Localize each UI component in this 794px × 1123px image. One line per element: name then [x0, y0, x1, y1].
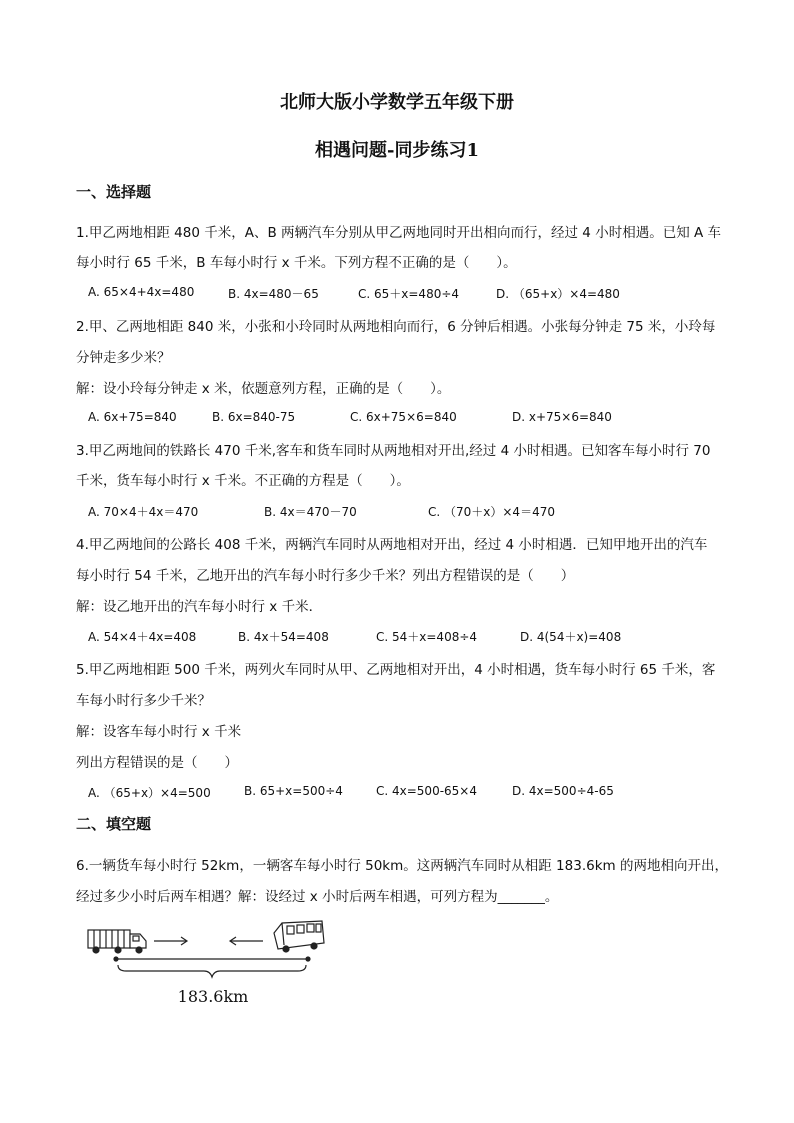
section-heading-choice: 一、选择题 — [76, 183, 152, 201]
question-4-line-3: 解：设乙地开出的汽车每小时行 x 千米． — [76, 599, 323, 615]
question-5-option-d: D. 4x=500÷4-65 — [512, 784, 614, 798]
question-5-line-4: 列出方程错误的是（ ） — [76, 755, 238, 771]
question-2-option-b: B. 6x=840-75 — [212, 410, 296, 424]
question-5-line-2: 车每小时行多少千米？ — [76, 693, 211, 709]
question-4-option-b: B. 4x＋54=408 — [238, 630, 329, 644]
question-4-option-c: C. 54＋x=408÷4 — [376, 630, 478, 644]
question-2-line-3: 解：设小玲每分钟走 x 米，依题意列方程，正确的是（ ）。 — [76, 381, 451, 397]
question-3-option-c: C. （70＋x）×4＝470 — [428, 505, 555, 519]
question-3-option-b: B. 4x＝470－70 — [264, 505, 357, 519]
question-4-option-d: D. 4(54＋x)=408 — [520, 630, 622, 644]
bus-icon — [274, 921, 324, 952]
question-2-option-c: C. 6x+75×6=840 — [350, 410, 457, 424]
distance-segment — [114, 957, 310, 961]
question-3-options — [88, 503, 728, 521]
question-6-line-1: 6.一辆货车每小时行 52km，一辆客车每小时行 50km。这两辆汽车同时从相距 183.6km 的两地相向开出， — [76, 858, 728, 874]
question-5-line-3: 解：设客车每小时行 x 千米 — [76, 724, 242, 740]
question-2-options — [88, 410, 728, 428]
question-1-option-d: D. （65+x）×4=480 — [496, 287, 620, 301]
meeting-problem-figure — [86, 915, 336, 1015]
arrow-left-icon — [230, 937, 263, 945]
question-6-line-2: 经过多少小时后两车相遇？解：设经过 x 小时后两车相遇，可列方程为_______。 — [76, 889, 559, 905]
section-heading-fill: 二、填空题 — [76, 815, 152, 833]
question-1-line-2: 每小时行 65 千米，B 车每小时行 x 千米。下列方程不正确的是（ ）。 — [76, 255, 517, 271]
question-4-options — [88, 628, 728, 646]
question-1-option-b: B. 4x=480－65 — [228, 287, 319, 301]
question-5-option-a: A. （65+x）×4=500 — [88, 786, 211, 800]
truck-icon — [88, 930, 146, 953]
page-title: 北师大版小学数学五年级下册 — [280, 92, 514, 113]
page-subtitle: 相遇问题-同步练习1 — [315, 140, 479, 161]
question-5-line-1: 5.甲乙两地相距 500 千米，两列火车同时从甲、乙两地相对开出，4 小时相遇，货车每小时行 65 千米，客 — [76, 662, 716, 678]
question-1-line-1: 1.甲乙两地相距 480 千米，A、B 两辆汽车分别从甲乙两地同时开出相向而行，经过 4 小时相遇。已知 A 车 — [76, 225, 722, 241]
question-1-option-c: C. 65＋x=480÷4 — [358, 287, 460, 301]
question-5-option-b: B. 65+x=500÷4 — [244, 784, 343, 798]
question-4-option-a: A. 54×4＋4x=408 — [88, 630, 197, 644]
question-3-option-a: A. 70×4＋4x＝470 — [88, 505, 199, 519]
question-2-line-1: 2.甲、乙两地相距 840 米，小张和小玲同时从两地相向而行，6 分钟后相遇。小张每分钟走 75 米，小玲每 — [76, 319, 716, 335]
arrow-right-icon — [154, 937, 187, 945]
question-5-options — [88, 784, 728, 802]
question-4-line-1: 4.甲乙两地间的公路长 408 千米，两辆汽车同时从两地相对开出，经过 4 小时相遇．已知甲地开出的汽车 — [76, 537, 708, 553]
question-2-option-a: A. 6x+75=840 — [88, 410, 177, 424]
question-4-line-2: 每小时行 54 千米，乙地开出的汽车每小时行多少千米？列出方程错误的是（ ） — [76, 568, 575, 584]
distance-label: 183.6km — [177, 987, 249, 1006]
question-3-line-2: 千米，货车每小时行 x 千米。不正确的方程是（ ）。 — [76, 473, 410, 489]
question-2-option-d: D. x+75×6=840 — [512, 410, 612, 424]
question-1-options — [88, 285, 728, 303]
question-2-line-2: 分钟走多少米？ — [76, 350, 171, 366]
question-1-option-a: A. 65×4+4x=480 — [88, 285, 195, 299]
question-3-line-1: 3.甲乙两地间的铁路长 470 千米,客车和货车同时从两地相对开出,经过 4 小时相遇。已知客车每小时行 70 — [76, 443, 711, 459]
question-5-option-c: C. 4x=500-65×4 — [376, 784, 477, 798]
distance-brace — [118, 965, 306, 977]
